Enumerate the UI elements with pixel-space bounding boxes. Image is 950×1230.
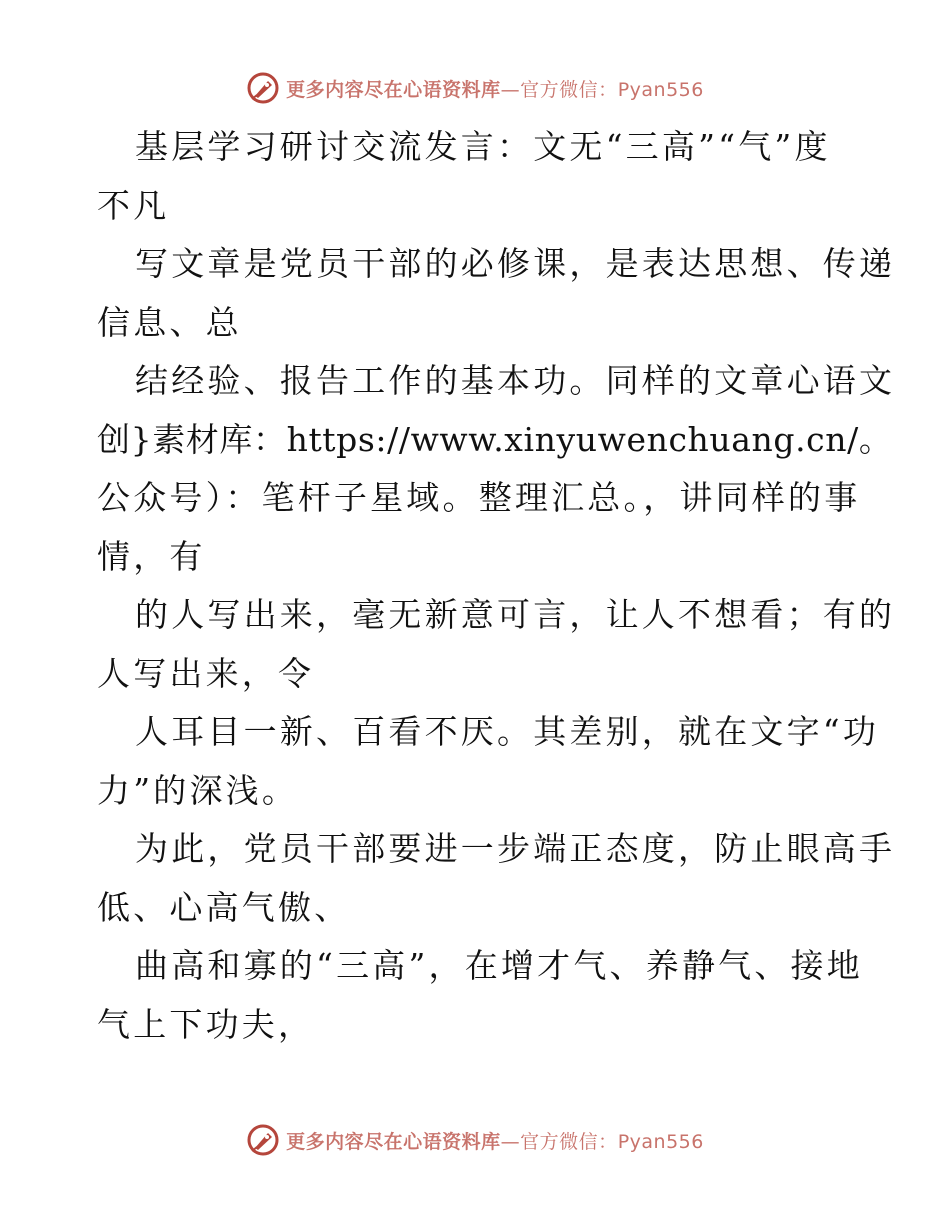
footer-wechat-id: Pyan556 xyxy=(617,1130,704,1153)
body-line: 基层学习研讨交流发言：文无“三高”“气”度 xyxy=(135,127,831,166)
footer-banner-text xyxy=(286,1127,704,1154)
body-line: 力”的深浅。 xyxy=(97,770,299,810)
body-line: 人写出来，令 xyxy=(97,653,315,693)
footer-wechat-label: 官方微信： xyxy=(520,1130,618,1153)
body-line: 情，有 xyxy=(97,536,206,576)
header-banner xyxy=(0,68,950,108)
header-site-name: 更多内容尽在心语资料库 xyxy=(286,78,501,101)
header-banner-inner xyxy=(246,71,704,105)
body-line: 曲高和寡的“三高”，在增才气、养静气、接地 xyxy=(135,946,863,985)
body-line: 创}素材库：https://www.xinyuwenchuang.cn/。 xyxy=(97,419,893,459)
body-line: 写文章是党员干部的必修课，是表达思想、传递 xyxy=(135,244,896,283)
header-wechat-id: Pyan556 xyxy=(617,78,704,101)
footer-banner-inner xyxy=(246,1123,704,1157)
header-separator: — xyxy=(500,78,521,101)
pen-nib-icon xyxy=(246,1123,280,1157)
header-banner-text xyxy=(286,75,704,102)
footer-banner xyxy=(0,1120,950,1160)
body-line: 公众号）：笔杆子星域。整理汇总。，讲同样的事 xyxy=(97,478,861,517)
body-line: 为此，党员干部要进一步端正态度，防止眼高手 xyxy=(135,829,896,868)
footer-site-name: 更多内容尽在心语资料库 xyxy=(286,1130,501,1153)
pen-nib-icon xyxy=(246,71,280,105)
header-wechat-label: 官方微信： xyxy=(520,78,618,101)
body-line: 信息、总 xyxy=(97,302,242,342)
body-line: 人耳目一新、百看不厌。其差别，就在文字“功 xyxy=(135,712,880,751)
body-line: 不凡 xyxy=(97,185,170,225)
body-line: 气上下功夫， xyxy=(97,1004,315,1044)
body-line: 的人写出来，毫无新意可言，让人不想看；有的 xyxy=(135,595,896,634)
body-line: 结经验、报告工作的基本功。同样的文章心语文 xyxy=(135,361,896,400)
document-body xyxy=(97,118,896,1054)
body-line: 低、心高气傲、 xyxy=(97,887,351,927)
footer-separator: — xyxy=(500,1130,521,1153)
